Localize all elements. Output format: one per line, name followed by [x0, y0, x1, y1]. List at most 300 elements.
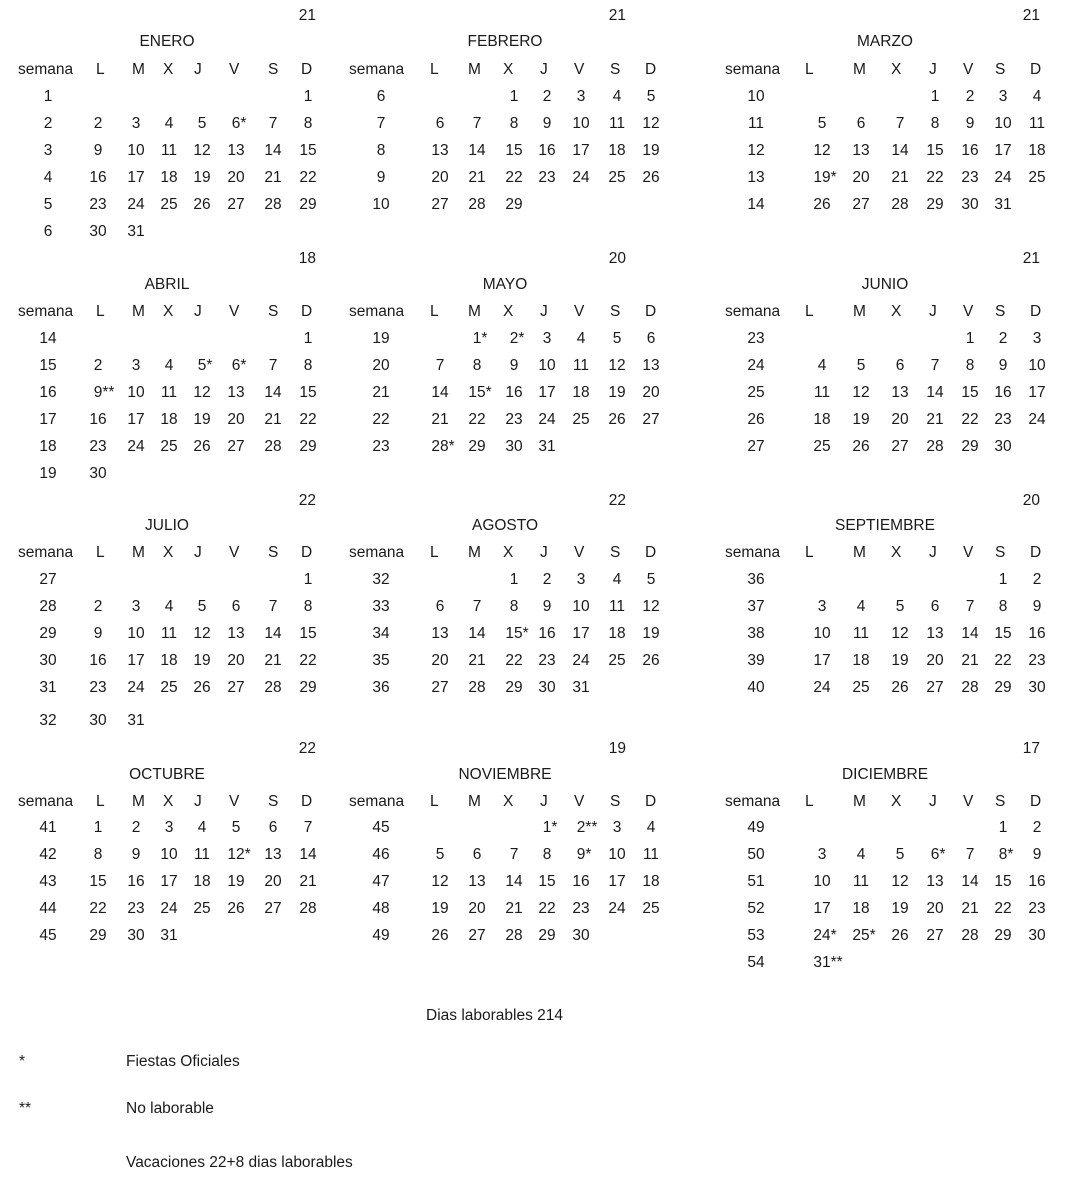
- day-cell: 15: [505, 142, 523, 159]
- day-cell: 23: [538, 652, 556, 669]
- day-cell: 9: [998, 357, 1008, 374]
- week-column-header: semana: [725, 303, 781, 320]
- weekday-header: J: [540, 793, 548, 810]
- day-cell: 2: [965, 88, 975, 105]
- day-cell: 31: [127, 712, 145, 729]
- weekday-header: X: [503, 303, 514, 320]
- holiday-day: 6*: [231, 357, 247, 374]
- weekday-header: X: [891, 544, 902, 561]
- week-number: 5: [43, 196, 53, 213]
- week-number: 34: [372, 625, 390, 642]
- day-cell: 19: [642, 142, 660, 159]
- day-cell: 28: [299, 900, 317, 917]
- day-cell: 25: [160, 438, 178, 455]
- week-number: 14: [39, 330, 57, 347]
- day-cell: 9: [93, 625, 103, 642]
- day-cell: 23: [89, 438, 107, 455]
- day-cell: 5: [435, 846, 445, 863]
- day-cell: 21: [431, 411, 449, 428]
- day-cell: 27: [264, 900, 282, 917]
- weekday-header: L: [96, 793, 105, 810]
- day-cell: 22: [994, 652, 1012, 669]
- month-title: MARZO: [857, 33, 913, 50]
- week-number: 48: [372, 900, 390, 917]
- day-cell: 8: [303, 115, 313, 132]
- day-cell: 14: [468, 142, 486, 159]
- day-cell: 3: [576, 88, 586, 105]
- holiday-day: 28*: [431, 438, 455, 455]
- day-cell: 30: [89, 712, 107, 729]
- day-cell: 1: [303, 571, 313, 588]
- weekday-header: V: [229, 793, 240, 810]
- month-workday-count: 21: [1022, 7, 1040, 24]
- holiday-day: 2**: [576, 819, 598, 836]
- weekday-header: D: [645, 61, 657, 78]
- day-cell: 8: [303, 598, 313, 615]
- day-cell: 27: [227, 438, 245, 455]
- day-cell: 27: [431, 679, 449, 696]
- day-cell: 21: [468, 169, 486, 186]
- day-cell: 4: [164, 357, 174, 374]
- day-cell: 21: [264, 652, 282, 669]
- day-cell: 3: [131, 598, 141, 615]
- month-workday-count: 20: [608, 250, 626, 267]
- day-cell: 22: [468, 411, 486, 428]
- weekday-header: D: [301, 793, 313, 810]
- holiday-day: 15*: [505, 625, 529, 642]
- day-cell: 30: [961, 196, 979, 213]
- day-cell: 18: [1028, 142, 1046, 159]
- day-cell: 29: [926, 196, 944, 213]
- week-number: 29: [39, 625, 57, 642]
- holiday-day: 1*: [542, 819, 558, 836]
- weekday-header: M: [468, 544, 481, 561]
- day-cell: 7: [268, 598, 278, 615]
- day-cell: 5: [895, 846, 905, 863]
- day-cell: 30: [127, 927, 145, 944]
- day-cell: 19: [193, 652, 211, 669]
- week-column-header: semana: [18, 61, 74, 78]
- day-cell: 7: [895, 115, 905, 132]
- week-number: 26: [747, 411, 765, 428]
- weekday-header: V: [229, 303, 240, 320]
- day-cell: 1: [303, 88, 313, 105]
- day-cell: 17: [127, 652, 145, 669]
- day-cell: 31: [160, 927, 178, 944]
- day-cell: 23: [505, 411, 523, 428]
- week-number: 19: [39, 465, 57, 482]
- day-cell: 10: [538, 357, 556, 374]
- day-cell: 3: [131, 357, 141, 374]
- weekday-header: D: [1030, 303, 1042, 320]
- month-title: ABRIL: [144, 276, 190, 293]
- day-cell: 13: [227, 142, 245, 159]
- week-number: 51: [747, 873, 765, 890]
- day-cell: 6: [435, 598, 445, 615]
- day-cell: 14: [431, 384, 449, 401]
- day-cell: 3: [612, 819, 622, 836]
- day-cell: 25: [608, 169, 626, 186]
- day-cell: 19: [431, 900, 449, 917]
- day-cell: 21: [299, 873, 317, 890]
- month-workday-count: 18: [298, 250, 316, 267]
- month-title: SEPTIEMBRE: [835, 517, 935, 534]
- day-cell: 12: [891, 873, 909, 890]
- weekday-header: L: [430, 793, 439, 810]
- week-number: 49: [372, 927, 390, 944]
- day-cell: 5: [817, 115, 827, 132]
- day-cell: 13: [926, 873, 944, 890]
- day-cell: 10: [572, 115, 590, 132]
- day-cell: 3: [1032, 330, 1042, 347]
- day-cell: 30: [1028, 927, 1046, 944]
- day-cell: 12: [891, 625, 909, 642]
- day-cell: 11: [852, 873, 870, 890]
- day-cell: 23: [538, 169, 556, 186]
- day-cell: 20: [431, 652, 449, 669]
- day-cell: 12: [813, 142, 831, 159]
- day-cell: 9: [542, 115, 552, 132]
- day-cell: 29: [961, 438, 979, 455]
- day-cell: 13: [431, 142, 449, 159]
- day-cell: 29: [994, 679, 1012, 696]
- weekday-header: V: [963, 544, 974, 561]
- day-cell: 24: [127, 196, 145, 213]
- day-cell: 28: [891, 196, 909, 213]
- weekday-header: S: [995, 61, 1006, 78]
- day-cell: 11: [1028, 115, 1046, 132]
- day-cell: 29: [994, 927, 1012, 944]
- day-cell: 13: [891, 384, 909, 401]
- weekday-header: J: [194, 61, 202, 78]
- week-number: 46: [372, 846, 390, 863]
- weekday-header: S: [610, 793, 621, 810]
- day-cell: 28: [264, 196, 282, 213]
- day-cell: 16: [961, 142, 979, 159]
- day-cell: 16: [1028, 873, 1046, 890]
- day-cell: 7: [965, 598, 975, 615]
- month-title: OCTUBRE: [129, 766, 205, 783]
- day-cell: 1: [998, 819, 1008, 836]
- weekday-header: J: [540, 61, 548, 78]
- day-cell: 8: [509, 598, 519, 615]
- day-cell: 7: [268, 357, 278, 374]
- day-cell: 15: [299, 142, 317, 159]
- week-number: 52: [747, 900, 765, 917]
- holiday-day: 2*: [509, 330, 525, 347]
- day-cell: 17: [572, 142, 590, 159]
- day-cell: 11: [572, 357, 590, 374]
- day-cell: 22: [994, 900, 1012, 917]
- day-cell: 4: [817, 357, 827, 374]
- day-cell: 20: [852, 169, 870, 186]
- day-cell: 21: [961, 652, 979, 669]
- week-number: 54: [747, 954, 765, 971]
- week-number: 45: [39, 927, 57, 944]
- week-number: 42: [39, 846, 57, 863]
- day-cell: 19: [608, 384, 626, 401]
- weekday-header: S: [610, 61, 621, 78]
- day-cell: 8: [509, 115, 519, 132]
- day-cell: 17: [813, 900, 831, 917]
- day-cell: 9: [1032, 846, 1042, 863]
- day-cell: 9: [509, 357, 519, 374]
- day-cell: 7: [472, 115, 482, 132]
- day-cell: 15: [299, 625, 317, 642]
- month-workday-count: 22: [298, 492, 316, 509]
- day-cell: 19: [642, 625, 660, 642]
- week-number: 11: [747, 115, 765, 132]
- day-cell: 18: [813, 411, 831, 428]
- holiday-day: 12*: [227, 846, 251, 863]
- day-cell: 24: [127, 679, 145, 696]
- weekday-header: D: [301, 61, 313, 78]
- day-cell: 3: [817, 598, 827, 615]
- day-cell: 27: [852, 196, 870, 213]
- day-cell: 22: [505, 652, 523, 669]
- holiday-day: 9*: [576, 846, 592, 863]
- day-cell: 6: [930, 598, 940, 615]
- day-cell: 21: [264, 411, 282, 428]
- month-workday-count: 19: [608, 740, 626, 757]
- day-cell: 26: [193, 438, 211, 455]
- week-number: 43: [39, 873, 57, 890]
- week-number: 19: [372, 330, 390, 347]
- day-cell: 28: [505, 927, 523, 944]
- day-cell: 25: [160, 196, 178, 213]
- week-number: 27: [39, 571, 57, 588]
- day-cell: 13: [431, 625, 449, 642]
- day-cell: 17: [994, 142, 1012, 159]
- day-cell: 28: [468, 196, 486, 213]
- weekday-header: D: [645, 303, 657, 320]
- day-cell: 23: [572, 900, 590, 917]
- workdays-summary: Dias laborables 214: [426, 1007, 564, 1024]
- day-cell: 26: [608, 411, 626, 428]
- weekday-header: L: [430, 61, 439, 78]
- weekday-header: X: [163, 303, 174, 320]
- day-cell: 6: [646, 330, 656, 347]
- day-cell: 2: [542, 88, 552, 105]
- weekday-header: X: [503, 61, 514, 78]
- weekday-header: S: [995, 793, 1006, 810]
- day-cell: 3: [542, 330, 552, 347]
- holiday-day: 1*: [472, 330, 488, 347]
- day-cell: 20: [926, 900, 944, 917]
- day-cell: 11: [642, 846, 660, 863]
- weekday-header: S: [995, 544, 1006, 561]
- week-number: 10: [747, 88, 765, 105]
- week-number: 8: [376, 142, 386, 159]
- weekday-header: J: [929, 544, 937, 561]
- day-cell: 25: [813, 438, 831, 455]
- day-cell: 26: [642, 652, 660, 669]
- day-cell: 10: [127, 142, 145, 159]
- day-cell: 1: [930, 88, 940, 105]
- day-cell: 5: [612, 330, 622, 347]
- holiday-day: 25*: [852, 927, 876, 944]
- day-cell: 25: [572, 411, 590, 428]
- day-cell: 20: [926, 652, 944, 669]
- day-cell: 26: [852, 438, 870, 455]
- week-number: 44: [39, 900, 57, 917]
- week-number: 36: [372, 679, 390, 696]
- month-title: JULIO: [145, 517, 189, 534]
- weekday-header: L: [430, 544, 439, 561]
- day-cell: 12: [852, 384, 870, 401]
- day-cell: 9: [131, 846, 141, 863]
- week-number: 28: [39, 598, 57, 615]
- day-cell: 13: [642, 357, 660, 374]
- day-cell: 13: [227, 384, 245, 401]
- day-cell: 27: [926, 679, 944, 696]
- weekday-header: M: [132, 303, 145, 320]
- day-cell: 2: [93, 357, 103, 374]
- day-cell: 6: [435, 115, 445, 132]
- day-cell: 9: [542, 598, 552, 615]
- day-cell: 23: [961, 169, 979, 186]
- day-cell: 29: [468, 438, 486, 455]
- weekday-header: D: [301, 303, 313, 320]
- day-cell: 28: [264, 438, 282, 455]
- week-number: 36: [747, 571, 765, 588]
- day-cell: 15: [538, 873, 556, 890]
- day-cell: 28: [961, 679, 979, 696]
- holiday-day: 19*: [813, 169, 837, 186]
- day-cell: 18: [852, 652, 870, 669]
- day-cell: 14: [264, 625, 282, 642]
- day-cell: 12: [193, 384, 211, 401]
- week-column-header: semana: [349, 544, 405, 561]
- day-cell: 21: [961, 900, 979, 917]
- weekday-header: M: [132, 793, 145, 810]
- month-title: FEBRERO: [467, 33, 543, 50]
- week-column-header: semana: [349, 61, 405, 78]
- week-number: 6: [376, 88, 386, 105]
- day-cell: 16: [1028, 625, 1046, 642]
- week-number: 23: [747, 330, 765, 347]
- day-cell: 14: [961, 625, 979, 642]
- day-cell: 30: [89, 465, 107, 482]
- day-cell: 18: [852, 900, 870, 917]
- day-cell: 6: [895, 357, 905, 374]
- day-cell: 2: [1032, 819, 1042, 836]
- weekday-header: V: [574, 303, 585, 320]
- day-cell: 10: [127, 384, 145, 401]
- day-cell: 28: [468, 679, 486, 696]
- day-cell: 7: [965, 846, 975, 863]
- day-cell: 24: [538, 411, 556, 428]
- day-cell: 21: [505, 900, 523, 917]
- holiday-day: 15*: [468, 384, 492, 401]
- day-cell: 17: [608, 873, 626, 890]
- day-cell: 29: [299, 196, 317, 213]
- day-cell: 30: [538, 679, 556, 696]
- week-column-header: semana: [725, 793, 781, 810]
- day-cell: 6: [231, 598, 241, 615]
- day-cell: 11: [160, 142, 178, 159]
- day-cell: 1: [509, 571, 519, 588]
- day-cell: 16: [538, 625, 556, 642]
- day-cell: 6: [856, 115, 866, 132]
- weekday-header: X: [163, 544, 174, 561]
- week-number: 25: [747, 384, 765, 401]
- day-cell: 28: [264, 679, 282, 696]
- week-number: 20: [372, 357, 390, 374]
- day-cell: 23: [994, 411, 1012, 428]
- day-cell: 16: [89, 411, 107, 428]
- day-cell: 31: [572, 679, 590, 696]
- day-cell: 14: [926, 384, 944, 401]
- day-cell: 10: [608, 846, 626, 863]
- week-number: 27: [747, 438, 765, 455]
- day-cell: 8: [998, 598, 1008, 615]
- day-cell: 24: [994, 169, 1012, 186]
- day-cell: 19: [891, 652, 909, 669]
- weekday-header: S: [995, 303, 1006, 320]
- day-cell: 9: [93, 142, 103, 159]
- holiday-day: 6*: [231, 115, 247, 132]
- month-workday-count: 21: [608, 7, 626, 24]
- day-cell: 24: [127, 438, 145, 455]
- day-cell: 17: [127, 169, 145, 186]
- day-cell: 19: [891, 900, 909, 917]
- day-cell: 13: [264, 846, 282, 863]
- day-cell: 15: [89, 873, 107, 890]
- day-cell: 5: [197, 115, 207, 132]
- weekday-header: J: [540, 544, 548, 561]
- weekday-header: M: [853, 303, 866, 320]
- day-cell: 12: [642, 115, 660, 132]
- day-cell: 2: [93, 115, 103, 132]
- week-number: 12: [747, 142, 765, 159]
- weekday-header: S: [268, 544, 279, 561]
- weekday-header: L: [805, 544, 814, 561]
- day-cell: 23: [89, 679, 107, 696]
- day-cell: 26: [891, 927, 909, 944]
- day-cell: 3: [817, 846, 827, 863]
- day-cell: 18: [642, 873, 660, 890]
- day-cell: 26: [891, 679, 909, 696]
- day-cell: 14: [468, 625, 486, 642]
- day-cell: 26: [227, 900, 245, 917]
- day-cell: 25: [160, 679, 178, 696]
- month-workday-count: 22: [298, 740, 316, 757]
- week-number: 17: [39, 411, 57, 428]
- day-cell: 17: [813, 652, 831, 669]
- weekday-header: M: [468, 303, 481, 320]
- day-cell: 18: [608, 625, 626, 642]
- week-number: 21: [372, 384, 390, 401]
- day-cell: 5: [895, 598, 905, 615]
- day-cell: 20: [227, 652, 245, 669]
- weekday-header: X: [163, 61, 174, 78]
- day-cell: 20: [227, 169, 245, 186]
- day-cell: 16: [505, 384, 523, 401]
- day-cell: 31: [538, 438, 556, 455]
- weekday-header: V: [574, 544, 585, 561]
- day-cell: 27: [926, 927, 944, 944]
- day-cell: 22: [961, 411, 979, 428]
- day-cell: 12: [431, 873, 449, 890]
- week-number: 18: [39, 438, 57, 455]
- day-cell: 12: [642, 598, 660, 615]
- day-cell: 16: [994, 384, 1012, 401]
- weekday-header: V: [963, 303, 974, 320]
- day-cell: 3: [164, 819, 174, 836]
- day-cell: 10: [572, 598, 590, 615]
- weekday-header: D: [1030, 793, 1042, 810]
